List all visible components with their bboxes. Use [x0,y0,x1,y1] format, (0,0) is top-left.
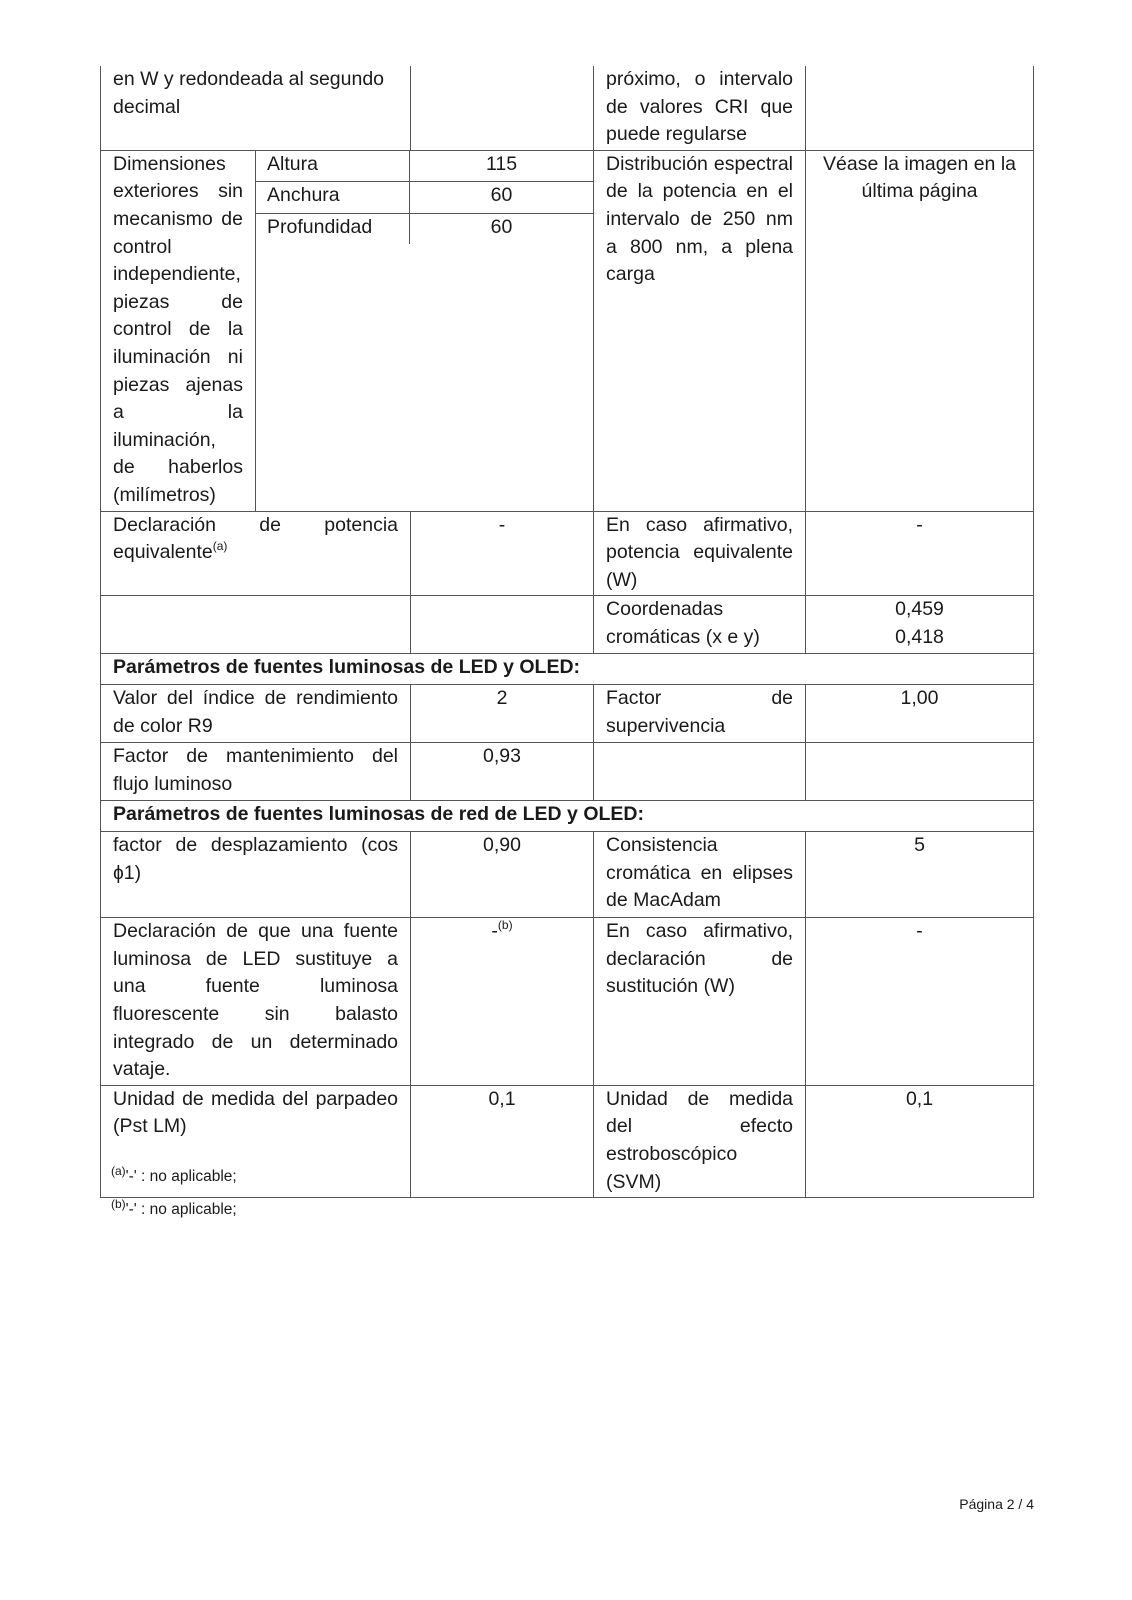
cell-spectral-distribution [594,150,806,511]
table-row [101,743,1034,801]
dimension-value: 60 [490,215,513,238]
cell-displacement-value [411,832,594,918]
cell-dimensions-label [101,150,256,511]
cell-text: Unidad de medida del parpadeo (Pst LM) [113,1087,399,1138]
specifications-table [100,66,1034,1198]
cell-text: 0,90 [483,834,521,857]
dimension-row [256,151,593,183]
cell-equiv-power-label [101,511,411,596]
cell-text: - [491,920,498,943]
spec-sheet [100,66,1033,1198]
cell-text: Declaración de que una fuente luminosa de LED sustituye a una fuente luminosa fluorescente sin balasto integrado de un determinado vataje. [113,920,399,1081]
chroma-x: 0,459 [895,598,944,621]
chroma-y: 0,418 [895,625,944,648]
dimension-value: 115 [485,152,518,175]
footnote-mark: (b) [111,1197,126,1211]
dimension-name: Profundidad [256,214,410,245]
cell-chroma-label [594,596,806,654]
cell-empty [806,743,1034,801]
cell-text: en W y redondeada al segundo decimal [113,68,385,118]
cell-substitution-label [101,918,411,1086]
cell-empty [411,66,594,150]
cell-displacement-label [101,832,411,918]
footnote-ref: (a) [212,539,228,554]
footnote-text: '-' : no aplicable; [125,1201,237,1218]
cell-chroma-values [806,596,1034,654]
cell-text: 0,1 [488,1087,516,1110]
cell-survival-label [594,685,806,743]
cell-stroboscopic-value [806,1085,1034,1197]
section-row [101,801,1034,832]
cell-text: Factor de mantenimiento del flujo luminoso [113,745,399,795]
cell-text: Coordenadas cromáticas (x e y) [606,598,760,648]
cell-text: Dimensiones exteriores sin mecanismo de control independiente, piezas de control de la iluminación ni piezas ajenas a la iluminación, de haberlos (milímetros) [113,152,243,506]
cell-text: - [498,513,506,536]
cell-flicker-value [411,1085,594,1197]
cell-text: 2 [496,687,508,710]
cell-text: - [916,920,923,943]
cell-text: En caso afirmativo, declaración de sustitución (W) [606,920,794,998]
cell-text: 0,93 [483,745,521,768]
cell-text: Factor de supervivencia [606,687,794,737]
cell-equiv-power-affirmative-value [806,511,1034,596]
footnote [111,1160,237,1193]
cell-text: factor de desplazamiento (cos ɸ1) [113,834,399,884]
cell-text: Véase la imagen en la última página [823,152,1016,203]
cell-text: 0,1 [905,1087,934,1110]
section-heading-led: Parámetros de fuentes luminosas de LED y OLED: [101,654,1034,685]
cell-text: próximo, o intervalo de valores CRI que puede regularse [606,68,794,146]
cell-flux-label [101,743,411,801]
table-row [101,918,1034,1086]
dimension-value: 60 [490,184,513,207]
cell-text: - [916,513,923,536]
table-row [101,66,1034,150]
cell-empty [594,743,806,801]
table-row [101,511,1034,596]
dimension-row [256,214,593,245]
cell-stroboscopic-label [594,1085,806,1197]
footnote-mark: (a) [111,1164,126,1178]
footnote [111,1193,237,1226]
table-row [101,832,1034,918]
cell-see-image [806,150,1034,511]
cell-equiv-power-affirmative [594,511,806,596]
cell-substitution-affirmative [594,918,806,1086]
cell-power-rounding [101,66,411,150]
cell-text: Consistencia cromática en elipses de MacAdam [606,834,794,912]
cell-substitution-affirmative-value [806,918,1034,1086]
cell-empty [806,66,1034,150]
cell-r9-value [411,685,594,743]
table-row [101,150,1034,511]
cell-r9-label [101,685,411,743]
cell-text: Unidad de medida del efecto estroboscópico (SVM) [606,1087,794,1193]
cell-survival-value [806,685,1034,743]
cell-substitution-value [411,918,594,1086]
cell-text: Valor del índice de rendimiento de color R9 [113,687,399,737]
cell-text: Distribución espectral de la potencia en el intervalo de 250 nm a 800 nm, a plena carga [606,152,794,286]
dimension-name: Altura [256,151,410,182]
footnote-ref: (b) [497,918,513,933]
table-row [101,685,1034,743]
cell-flux-value [411,743,594,801]
cell-equiv-power-value [411,511,594,596]
cell-text: 1,00 [900,687,939,710]
dimension-row [256,182,593,214]
cell-empty [411,596,594,654]
dimension-list [256,151,593,245]
dimension-name: Anchura [256,182,410,213]
footnotes [111,1160,237,1226]
table-row [101,1085,1034,1197]
section-row [101,654,1034,685]
cell-macadam-label [594,832,806,918]
section-heading-mains-led: Parámetros de fuentes luminosas de red de LED y OLED: [101,801,1034,832]
cell-empty [101,596,411,654]
table-row [101,596,1034,654]
cell-cri-interval [594,66,806,150]
cell-text: 5 [914,834,925,857]
cell-text: Declaración de potencia equivalente [113,513,399,564]
footnote-text: '-' : no aplicable; [125,1168,237,1185]
cell-text: En caso afirmativo, potencia equivalente (W) [606,513,794,591]
cell-dimensions-values [256,150,594,511]
cell-macadam-value [806,832,1034,918]
page-number: Página 2 / 4 [959,1496,1034,1512]
